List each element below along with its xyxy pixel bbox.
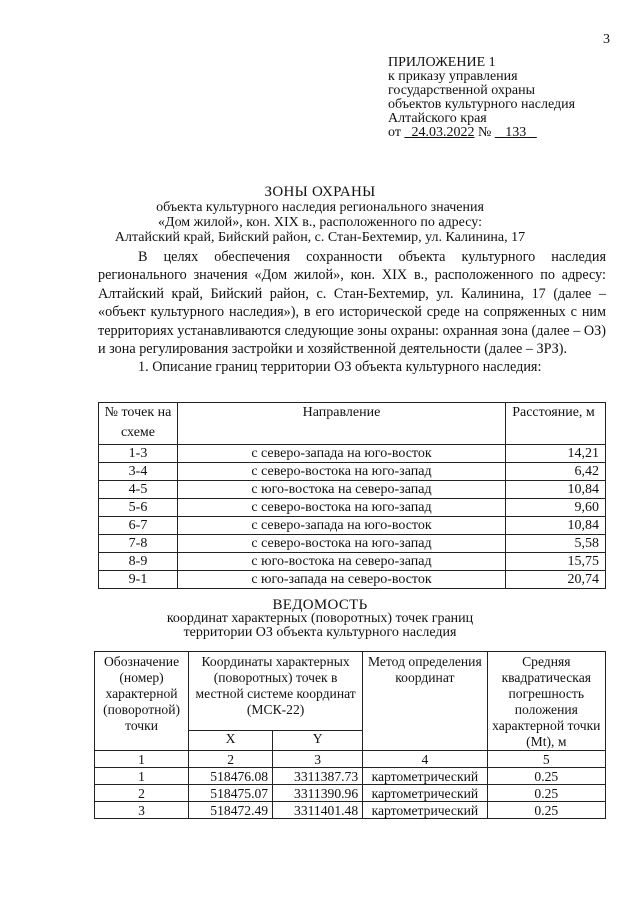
cell-direction: с юго-запада на северо-восток xyxy=(178,571,506,589)
table-row xyxy=(99,481,606,499)
table-row xyxy=(95,785,606,802)
appendix-date-line xyxy=(388,126,575,140)
title-line: объекта культурного наследия регионального значения xyxy=(156,200,484,215)
header-y: Y xyxy=(273,730,363,750)
cell-distance: 5,58 xyxy=(506,535,606,553)
table-row xyxy=(95,768,606,785)
appendix-line: объектов культурного наследия xyxy=(388,97,576,112)
header-points: № точек на схеме xyxy=(99,403,178,445)
col-number: 3 xyxy=(273,751,363,768)
title-line: Алтайский край, Бийский район, с. Стан-Бехтемир, ул. Калинина, 17 xyxy=(114,230,526,245)
intro-text xyxy=(98,248,606,377)
cell-x: 518475.07 xyxy=(189,785,273,802)
cell-distance: 6,42 xyxy=(506,463,606,481)
table-row xyxy=(99,535,606,553)
col-number: 1 xyxy=(95,751,189,768)
header-x: X xyxy=(189,730,273,750)
number-prefix: № xyxy=(477,125,492,140)
cell-point: 3 xyxy=(95,802,189,819)
table-header-row xyxy=(99,403,606,445)
title-line: «Дом жилой», кон. XIX в., расположенного по адресу: xyxy=(158,215,482,230)
cell-direction: с северо-востока на юго-запад xyxy=(178,535,506,553)
table-header-row xyxy=(95,652,606,731)
cell-distance: 15,75 xyxy=(506,553,606,571)
cell-points: 4-5 xyxy=(99,481,178,499)
cell-points: 7-8 xyxy=(99,535,178,553)
appendix-line: Алтайского края xyxy=(388,111,487,126)
cell-method: картометрический xyxy=(363,785,487,802)
cell-distance: 14,21 xyxy=(506,445,606,463)
cell-points: 8-9 xyxy=(99,553,178,571)
table-row xyxy=(99,445,606,463)
statement-title xyxy=(0,598,640,640)
cell-direction: с северо-востока на юго-запад xyxy=(178,463,506,481)
intro-paragraph: В целях обеспечения сохранности объекта культурного наследия регионального значения «Дом жилой», кон. XIX в., расположенного по адресу: Алтайский край, Бийский район, с. Стан-Бехтемир, ул. Калинина, 17 (далее – «объект культурного наследия»), в его исторической среде на сопряженных с ним территориях устанавливаются следующие зоны охраны: охранная зона (далее – ОЗ) и зона регулирования застройки и хозяйственной деятельности (далее – ЗРЗ). xyxy=(98,249,606,358)
header-distance: Расстояние, м xyxy=(506,403,606,445)
cell-direction: с юго-востока на северо-запад xyxy=(178,481,506,499)
cell-error: 0.25 xyxy=(487,785,605,802)
header-coordinates: Координаты характерных (поворотных) точек в местной системе координат (МСК-22) xyxy=(189,652,363,731)
cell-distance: 10,84 xyxy=(506,481,606,499)
table-row xyxy=(99,571,606,589)
cell-direction: с северо-востока на юго-запад xyxy=(178,499,506,517)
col-number: 2 xyxy=(189,751,273,768)
table-row xyxy=(99,517,606,535)
cell-direction: с северо-запада на юго-восток xyxy=(178,517,506,535)
cell-points: 5-6 xyxy=(99,499,178,517)
cell-error: 0.25 xyxy=(487,768,605,785)
header-method: Метод определения координат xyxy=(363,652,487,751)
appendix-block xyxy=(388,56,575,140)
statement-heading: ВЕДОМОСТЬ xyxy=(272,597,368,613)
cell-error: 0.25 xyxy=(487,802,605,819)
coordinates-table xyxy=(94,651,606,819)
cell-point: 1 xyxy=(95,768,189,785)
cell-points: 1-3 xyxy=(99,445,178,463)
document-title xyxy=(0,185,640,245)
table-row xyxy=(99,463,606,481)
section-1-heading: 1. Описание границ территории ОЗ объекта культурного наследия: xyxy=(138,359,542,376)
title-heading: ЗОНЫ ОХРАНЫ xyxy=(264,184,376,200)
page-number: 3 xyxy=(603,32,610,47)
boundary-table xyxy=(98,402,606,589)
date-prefix: от xyxy=(388,125,401,140)
header-direction: Направление xyxy=(178,403,506,445)
table-row xyxy=(99,499,606,517)
cell-points: 3-4 xyxy=(99,463,178,481)
col-number: 5 xyxy=(487,751,605,768)
appendix-line: к приказу управления xyxy=(388,69,518,84)
appendix-title: ПРИЛОЖЕНИЕ 1 xyxy=(388,55,496,70)
statement-line: координат характерных (поворотных) точек границ xyxy=(166,611,474,626)
statement-line: территории ОЗ объекта культурного наследия xyxy=(183,625,457,640)
header-designation: Обозначение (номер) характерной (поворотной) точки xyxy=(95,652,189,751)
appendix-line: государственной охраны xyxy=(388,83,536,98)
header-error: Средняя квадратическая погрешность положения характерной точки (Mt), м xyxy=(487,652,605,751)
cell-method: картометрический xyxy=(363,802,487,819)
cell-distance: 10,84 xyxy=(506,517,606,535)
cell-method: картометрический xyxy=(363,768,487,785)
cell-distance: 9,60 xyxy=(506,499,606,517)
table-row xyxy=(95,802,606,819)
cell-points: 9-1 xyxy=(99,571,178,589)
table-row xyxy=(99,553,606,571)
column-number-row xyxy=(95,751,606,768)
order-number: 133 xyxy=(505,125,527,140)
cell-points: 6-7 xyxy=(99,517,178,535)
cell-point: 2 xyxy=(95,785,189,802)
col-number: 4 xyxy=(363,751,487,768)
cell-y: 3311390.96 xyxy=(273,785,363,802)
cell-direction: с юго-востока на северо-запад xyxy=(178,553,506,571)
cell-y: 3311401.48 xyxy=(273,802,363,819)
cell-distance: 20,74 xyxy=(506,571,606,589)
cell-x: 518472.49 xyxy=(189,802,273,819)
order-date: 24.03.2022 xyxy=(411,125,475,140)
cell-y: 3311387.73 xyxy=(273,768,363,785)
cell-x: 518476.08 xyxy=(189,768,273,785)
cell-direction: с северо-запада на юго-восток xyxy=(178,445,506,463)
